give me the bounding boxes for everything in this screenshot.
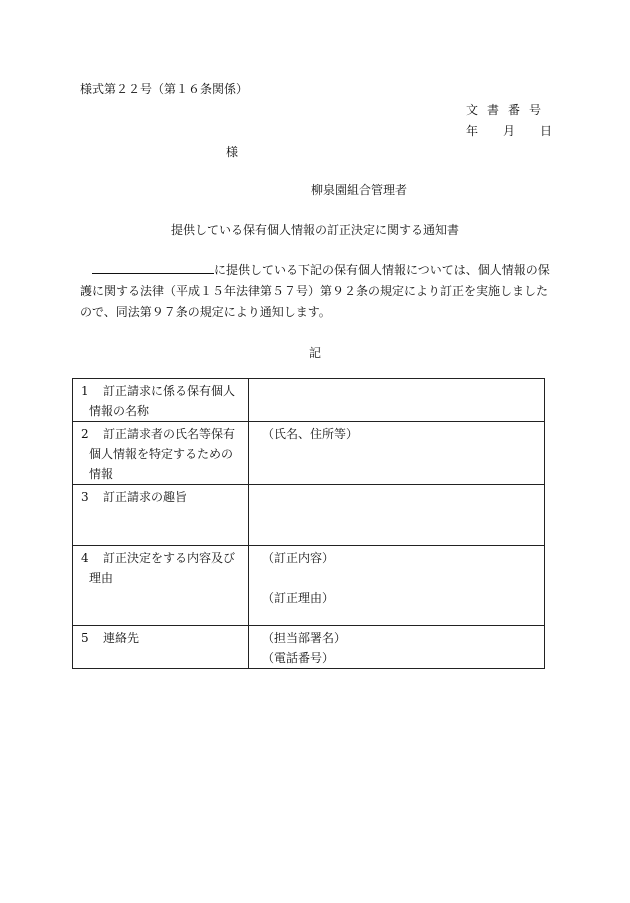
row-label-first <box>81 628 244 648</box>
row-label-cell <box>73 546 249 626</box>
date-line <box>466 122 552 139</box>
body-line-2: 護に関する法律（平成１５年法律第５７号）第９２条の規定により訂正を実施しました <box>80 284 549 298</box>
row-number: 2 <box>81 427 89 441</box>
date-month: 月 <box>502 124 515 138</box>
row-value-text: （担当部署名） <box>262 631 347 645</box>
row-label-continuation: 情報 <box>89 467 114 481</box>
row-value-text: （訂正理由） <box>262 591 335 605</box>
row-label-text: 訂正請求の趣旨 <box>103 490 188 504</box>
date-day: 日 <box>539 124 552 138</box>
row-value-cell <box>249 626 545 669</box>
row-label-text: 連絡先 <box>103 631 140 645</box>
recipient-blank <box>92 261 214 274</box>
row-number: 4 <box>81 551 89 565</box>
row-label-continuation: 個人情報を特定するための <box>89 447 234 461</box>
row-label-cell <box>73 422 249 485</box>
row-label-cell <box>73 485 249 546</box>
document-number: 文書番号 <box>466 103 551 117</box>
row-label-text: 訂正請求者の氏名等保有 <box>103 427 236 441</box>
row-number: 3 <box>81 490 89 504</box>
table-row <box>73 379 545 422</box>
document-title: 提供している保有個人情報の訂正決定に関する通知書 <box>170 223 459 237</box>
row-label-cell <box>73 379 249 422</box>
row-value-cell <box>249 485 545 546</box>
table-row <box>73 485 545 546</box>
table-row <box>73 422 545 485</box>
row-label-cell <box>73 626 249 669</box>
body-line-3: ので、同法第９７条の規定により通知します。 <box>80 305 331 319</box>
row-number: 1 <box>81 384 89 398</box>
table-row <box>73 626 545 669</box>
form-number: 様式第２２号（第１６条関係） <box>80 82 249 96</box>
ki-heading: 記 <box>308 346 321 360</box>
row-label-first <box>81 487 244 507</box>
detail-table <box>72 378 545 669</box>
row-label-first <box>81 548 244 568</box>
row-label-continuation: 理由 <box>89 571 114 585</box>
date-year: 年 <box>466 124 479 138</box>
body-line-1-text: に提供している下記の保有個人情報については、個人情報の保 <box>214 263 550 277</box>
value-spacer <box>262 568 538 588</box>
row-value-cell <box>249 422 545 485</box>
row-value-text: （訂正内容） <box>262 551 335 565</box>
row-value-text: （電話番号） <box>262 651 335 665</box>
row-label-first <box>81 381 244 401</box>
sender: 柳泉園組合管理者 <box>311 183 408 197</box>
row-label-text: 訂正決定をする内容及び <box>103 551 236 565</box>
addressee: 様 <box>226 145 239 159</box>
row-label-first <box>81 424 244 444</box>
row-value-cell <box>249 379 545 422</box>
row-value-text: （氏名、住所等） <box>262 427 359 441</box>
row-number: 5 <box>81 631 89 645</box>
row-value-cell <box>249 546 545 626</box>
table-row <box>73 546 545 626</box>
row-label-continuation: 情報の名称 <box>89 404 150 418</box>
row-label-text: 訂正請求に係る保有個人 <box>103 384 236 398</box>
notice-body <box>80 260 555 323</box>
body-line-1 <box>80 260 555 281</box>
